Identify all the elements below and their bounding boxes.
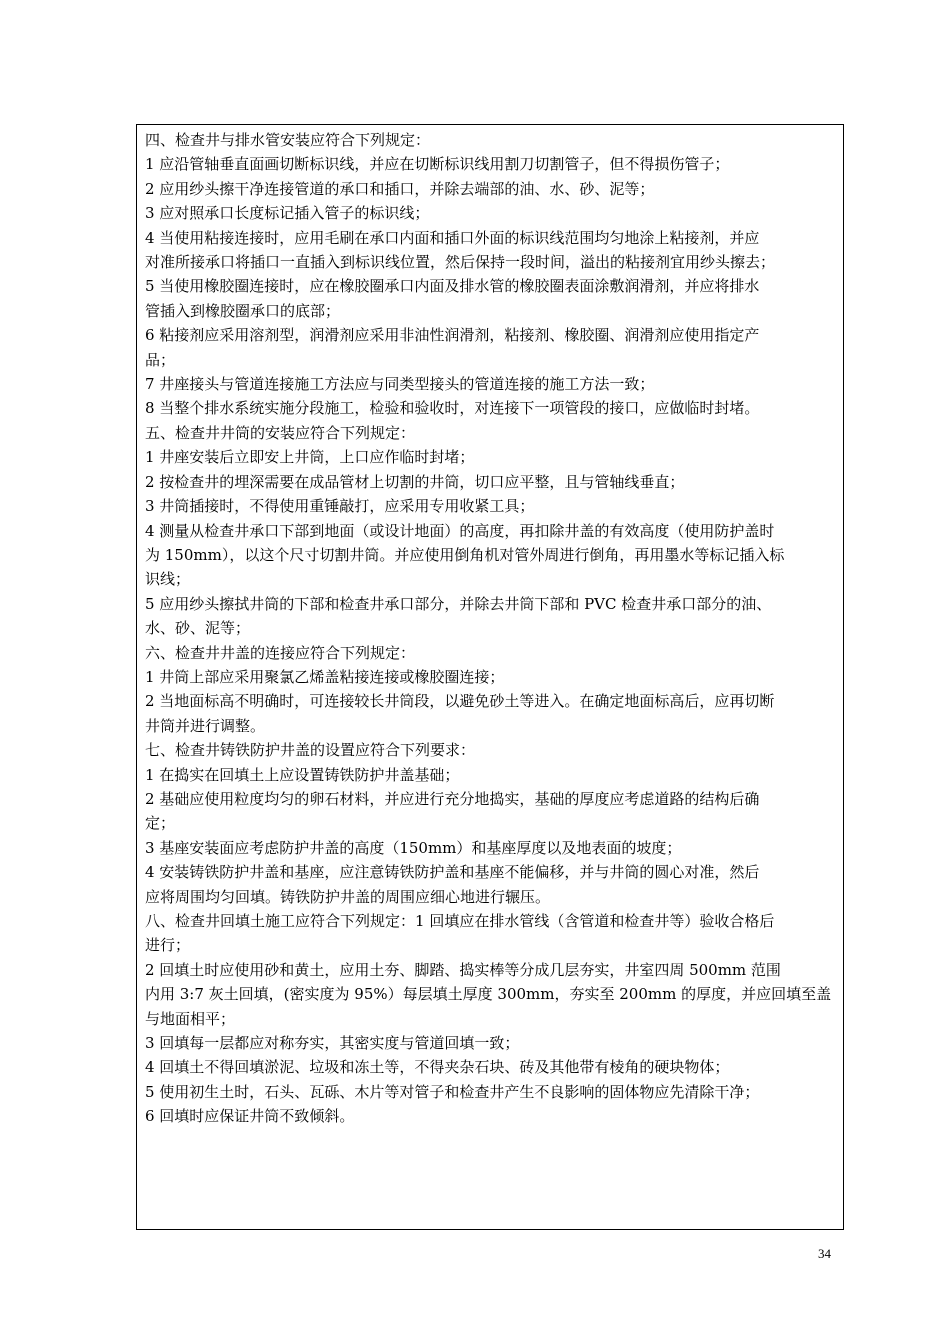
text-line: 4 测量从检查井承口下部到地面（或设计地面）的高度，再扣除井盖的有效高度（使用防护盖时 bbox=[145, 521, 775, 540]
text-line: 1 井座安装后立即安上井筒，上口应作临时封堵； bbox=[145, 448, 475, 467]
text-line: 3 井筒插接时，不得使用重锤敲打，应采用专用收紧工具； bbox=[145, 497, 535, 516]
text-line: 2 应用纱头擦干净连接管道的承口和插口，并除去端部的油、水、砂、泥等； bbox=[145, 179, 655, 198]
text-line: 水、砂、泥等； bbox=[145, 619, 251, 638]
text-line: 3 基座安装面应考虑防护井盖的高度（150mm）和基座厚度以及地表面的坡度； bbox=[145, 838, 682, 857]
text-line: 五、检查井井筒的安装应符合下列规定： bbox=[145, 423, 416, 442]
text-line: 应将周围均匀回填。铸铁防护井盖的周围应细心地进行辗压。 bbox=[145, 887, 551, 906]
text-line: 识线； bbox=[145, 570, 191, 589]
text-line: 4 当使用粘接连接时，应用毛刷在承口内面和插口外面的标识线范围均匀地涂上粘接剂，并应 bbox=[145, 228, 760, 247]
text-line: 5 应用纱头擦拭井筒的下部和检查井承口部分，并除去井筒下部和 PVC 检查井承口部分的油、 bbox=[145, 594, 772, 613]
text-line: 六、检查井井盖的连接应符合下列规定： bbox=[145, 643, 416, 662]
text-line: 2 当地面标高不明确时，可连接较长井筒段，以避免砂土等进入。在确定地面标高后，应再切断 bbox=[145, 692, 775, 711]
text-line: 1 在捣实在回填土上应设置铸铁防护井盖基础； bbox=[145, 765, 460, 784]
text-line: 6 粘接剂应采用溶剂型，润滑剂应采用非油性润滑剂，粘接剂、橡胶圈、润滑剂应使用指定产 bbox=[145, 326, 760, 345]
text-line: 与地面相平； bbox=[145, 1009, 236, 1028]
text-line: 4 安装铸铁防护井盖和基座，应注意铸铁防护盖和基座不能偏移，并与井筒的圆心对准，然后 bbox=[145, 863, 760, 882]
text-line: 7 井座接头与管道连接施工方法应与同类型接头的管道连接的施工方法一致； bbox=[145, 375, 655, 394]
text-line: 定； bbox=[145, 814, 176, 833]
content-frame bbox=[136, 124, 844, 1230]
text-line: 进行； bbox=[145, 936, 191, 955]
text-line: 井筒并进行调整。 bbox=[145, 716, 266, 735]
text-line: 八、检查井回填土施工应符合下列规定：1 回填应在排水管线（含管道和检查井等）验收合格后 bbox=[145, 912, 775, 930]
page-number: 34 bbox=[818, 1246, 831, 1261]
text-line: 管插入到橡胶圈承口的底部； bbox=[145, 301, 341, 320]
text-line: 6 回填时应保证井筒不致倾斜。 bbox=[145, 1107, 355, 1126]
text-line: 七、检查井铸铁防护井盖的设置应符合下列要求： bbox=[145, 741, 476, 760]
text-line: 品； bbox=[145, 350, 176, 369]
text-line: 四、检查井与排水管安装应符合下列规定： bbox=[145, 131, 431, 149]
text-body bbox=[145, 128, 836, 1129]
text-line: 2 回填土时应使用砂和黄土，应用土夯、脚踏、捣实棒等分成几层夯实，井室四周 500mm 范围 bbox=[145, 960, 781, 979]
text-line: 1 应沿管轴垂直面画切断标识线，并应在切断标识线用割刀切割管子，但不得损伤管子； bbox=[145, 155, 730, 174]
text-line: 内用 3:7 灰土回填，(密实度为 95%）每层填土厚度 300mm，夯实至 200mm 的厚度，并应回填至盖 bbox=[145, 985, 832, 1004]
text-line: 5 当使用橡胶圈连接时，应在橡胶圈承口内面及排水管的橡胶圈表面涂敷润滑剂，并应将排水 bbox=[145, 277, 760, 296]
text-line: 对准所接承口将插口一直插入到标识线位置，然后保持一段时间，溢出的粘接剂宜用纱头擦去； bbox=[145, 253, 776, 272]
text-line: 为 150mm），以这个尺寸切割井筒。并应使用倒角机对管外周进行倒角，再用墨水等标记插入标 bbox=[145, 545, 785, 564]
text-line: 1 井筒上部应采用聚氯乙烯盖粘接连接或橡胶圈连接； bbox=[145, 667, 505, 686]
text-line: 2 基础应使用粒度均匀的卵石材料，并应进行充分地捣实，基础的厚度应考虑道路的结构后确 bbox=[145, 789, 760, 808]
text-line: 5 使用初生土时，石头、瓦砾、木片等对管子和检查井产生不良影响的固体物应先清除干净； bbox=[145, 1082, 760, 1101]
text-line: 8 当整个排水系统实施分段施工，检验和验收时，对连接下一项管段的接口，应做临时封堵。 bbox=[145, 399, 760, 418]
text-line: 4 回填土不得回填淤泥、垃圾和冻土等，不得夹杂石块、砖及其他带有棱角的硬块物体； bbox=[145, 1058, 730, 1077]
text-line: 3 回填每一层都应对称夯实，其密实度与管道回填一致； bbox=[145, 1034, 520, 1053]
text-line: 3 应对照承口长度标记插入管子的标识线； bbox=[145, 204, 430, 223]
text-line: 2 按检查井的埋深需要在成品管材上切割的井筒，切口应平整，且与管轴线垂直； bbox=[145, 472, 685, 491]
